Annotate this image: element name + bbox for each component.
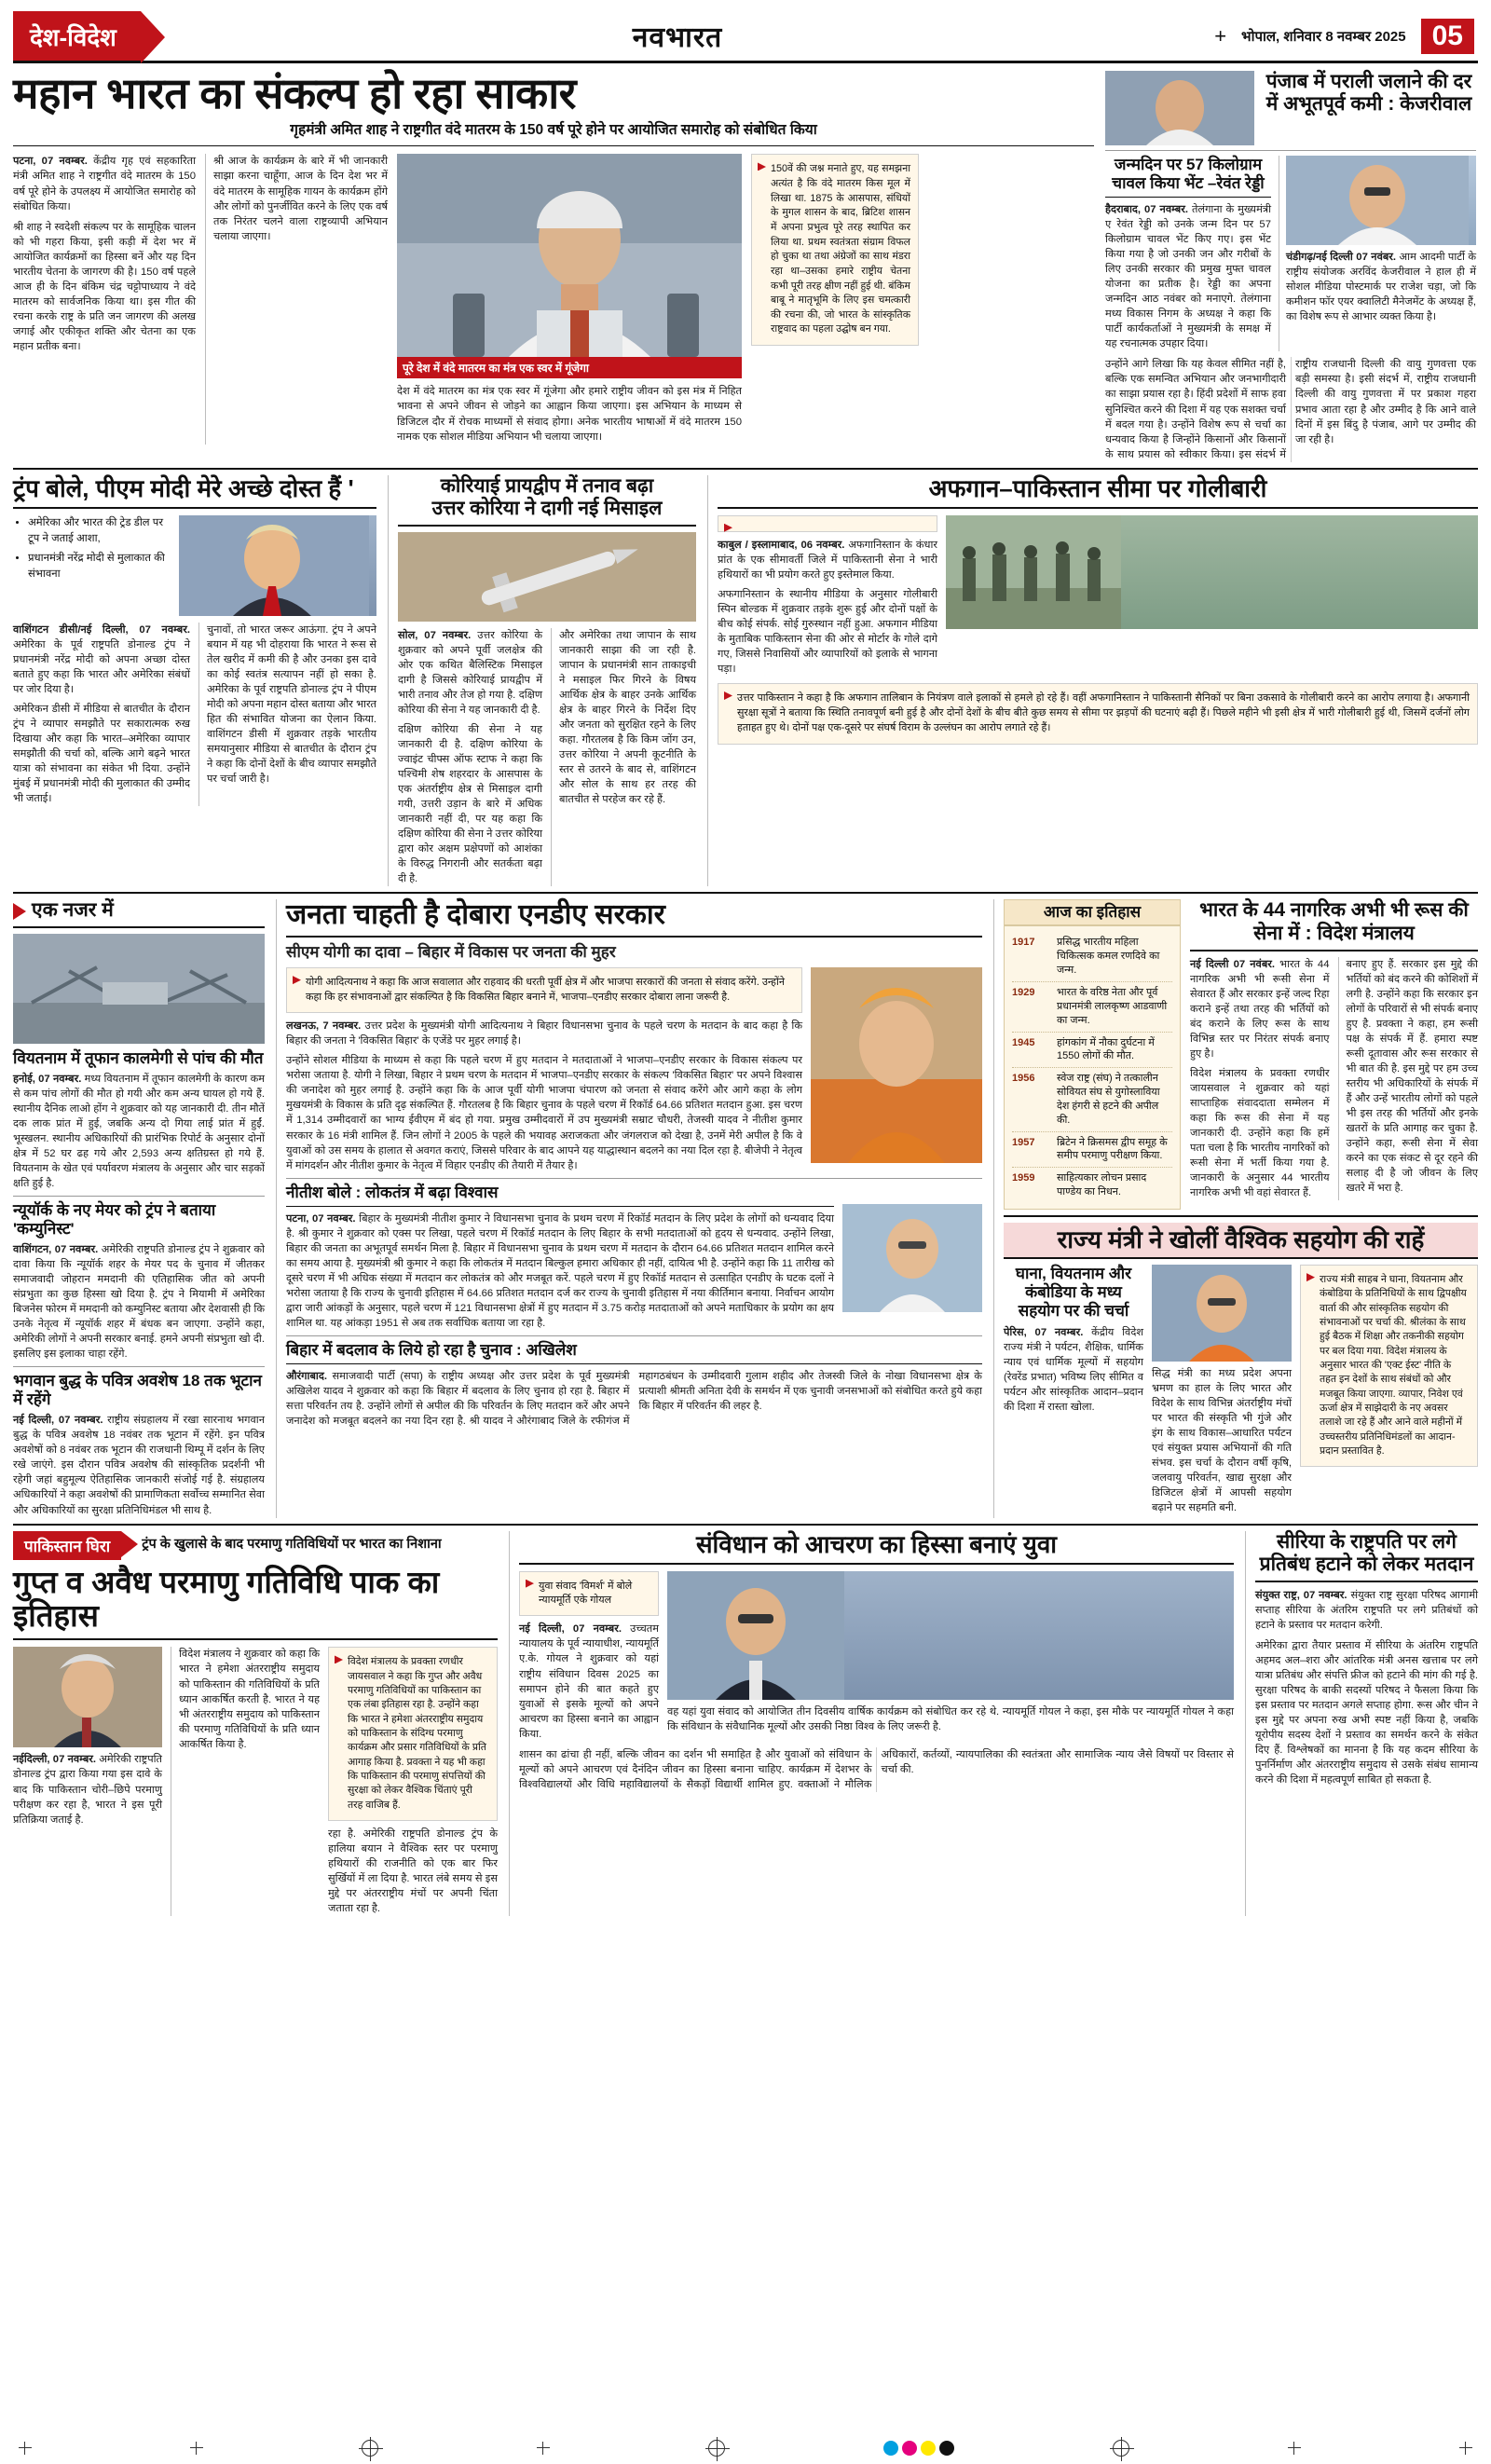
syria-body-1: संयुक्त राष्ट्र सुरक्षा परिषद आगामी सप्ताह सीरिया के अंतरिम राष्ट्रपति पर लगे प्रतिबंधों को हटाने के प्रस्ताव पर मतदान करेगी.: [1255, 1589, 1479, 1631]
row-bottom: [13, 1531, 1478, 1917]
punjab-dateline: चंडीगढ़/नई दिल्ली 07 नवंबर.: [1286, 252, 1397, 263]
punjab-body-3: उन्होंने विशेष रूप से चर्चा का धन्यवाद किया है जिन्होंने किसानों और किसानों के साथ प्रयास को स्वीकार किया। इस संदर्भ में राष्ट्रीय राजधानी दिल्ली की वायु गुणवत्ता एक बड़ी समस्या है। इसी संदर्भ में, राष्ट्रीय राजधानी दिल्ली की वायु गुणवत्ता में पर प्रकाश गहरा प्रभाव आता रहा है और उम्मीद है कि आने वाले दिनों में इस बिंदु है पंजाब, आगे पर उम्मीद की जा रही है।: [1105, 359, 1476, 460]
afghan-photo: [946, 515, 1478, 629]
swatch-cyan: [883, 2441, 898, 2456]
constitution-body-3: शासन का ढांचा ही नहीं, बल्कि जीवन का दर्शन भी समाहित है और युवाओं को संविधान के मूल्यों को अपने आचरण एवं दैनंदिन जीवन का हिस्सा बनाना चाहिए. कार्यक्रम में देशभर के विश्वविद्यालयों और विधि महाविद्यालयों के सैकड़ों विद्यार्थी शामिल हुए. वक्ताओं ने मौलिक अधिकारों, कर्तव्यों, न्यायपालिका की स्वतंत्रता और सामाजिक न्याय जैसे विषयों पर विस्तार से चर्चा की.: [519, 1748, 1234, 1790]
trump-body-3: चुनावों, तो भारत जरूर आऊंगा. ट्रंप ने अपने बयान में यह भी दोहराया कि भारत ने रूस से तेल खरीद में कमी की है और उनका इस दावे का कोई स्वतंत्र सत्यापन नहीं हो सका है. अमेरिका के पूर्व राष्ट्रपति डोनाल्ड ट्रंप ने पीएम मोदी को अपना महान दोस्त बताया और भारत हित की संभावित योजना का ऐलान किया. वाशिंगटन डीसी में शुक्रवार तड़के भारतीय समयानुसार मीडिया से बातचीत के दौरान ट्रंप ने कहा कि दोनों देशों के बीच व्यापार समझौते पर चर्चा जारी है।: [207, 623, 376, 786]
afghan-body-2: अफगानिस्तान के स्थानीय मीडिया के अनुसार गोलीबारी स्पिन बोल्डक में शुक्रवार तड़के शुरू हुई और दोनों पक्षों के बीच कोई संपर्क. सोई गुरुस्थान नहीं हुआ. अफगान मीडिया के मुताबिक पाकिस्तान सेना की ओर से मोर्टार के गोले दागे गए, जिससे निवासियों और व्यापारियों को इलाके से भागना पड़ा।: [718, 588, 937, 675]
print-registration-bar: [0, 2432, 1491, 2464]
russia-dateline: नई दिल्ली 07 नवंबर.: [1190, 958, 1276, 970]
history-row: [1012, 982, 1172, 1033]
glance-1-body: अमेरिकी राष्ट्रपति डोनाल्ड ट्रंप ने शुक्रवार को दावा किया कि न्यूयॉर्क शहर के मेयर पद के चुनाव में जीतकर समाजवादी जोहरान ममदानी की एतिहासिक जीत को अपनी संप्रभुता का कुछ हिस्सा खो दिया है. ट्रंप ने मियामी में अमेरिका बिजनेस फोरम में ममदानी को कम्युनिस्ट बताया और देशवासी ही कि उनके नेतृत्व में न्यूयॉर्क शहर में बंधक बन जाएगा. उन्होंने कहा, अमेरिकी लोगों ने अपनी सरकार बनाई. हमने अपनी संप्रभुता खो दी. इसलिए इस इलाका चाहा रहेंगे.: [13, 1243, 265, 1361]
constitution-kicker: युवा संवाद 'विमर्श' में बोले न्यायमूर्ति एके गोयल: [519, 1571, 659, 1617]
syria-headline: सीरिया के राष्ट्रपति पर लगे प्रतिबंध हटाने को लेकर मतदान: [1255, 1531, 1478, 1582]
swatch-black: [939, 2441, 954, 2456]
korea-missile-photo: [398, 532, 696, 622]
nda-quote: योगी आदित्यनाथ ने कहा कि आज सवालात और राहवाद की धरती पूर्वी क्षेत्र में और भाजपा सरकारों की जनता से संवाद करेंगे. उन्होंने कहा कि हर संभावनाओं द्वार संकल्पित है कि विकसित बिहार बनाने में, भाजपा–एनडीए सरकार दोबारा लाना जरूरी है.: [286, 967, 802, 1013]
registration-plus-icon: +: [1214, 23, 1227, 48]
play-triangle-icon: [13, 903, 26, 920]
history-year: 1957: [1012, 1136, 1035, 1148]
lead-photo-illustration: [397, 154, 742, 357]
russia-body-3: बनाए हुए हैं. सरकार इस मुद्दे की भर्तियों को बंद करने की कोशिशों में लगी है. उन्होंने कहा कि सरकार इन लोगों के परिवारों से भी संपर्क बनाए हुए है. प्रवक्ता ने कहा, हम रूसी पक्ष के संपर्क में हैं. हमारा स्पष्ट रूसी दूतावास और रूस सरकार से भी बात की है. इस मुद्दे पर हम उच्च स्तरीय भी अधिकारियों के संपर्क में हैं और उन्हें भारतीय लोगों को पहले भी इस तरह की भर्तियों और इनके खतरों के प्रति आगाह कर चुका है. उन्होंने कहा, रूसी सेना में सेवा करने का एक संकट से दूर रहने की सलाह दी है जो जीवन के लिए खतरे में भरा है.: [1346, 958, 1478, 1195]
nuclear-headline: गुप्त व अवैध परमाणु गतिविधि पाक का इतिहास: [13, 1566, 498, 1641]
minister-quote: राज्य मंत्री साहब ने घाना, वियतनाम और कंबोडिया के प्रतिनिधियों के साथ द्विपक्षीय वार्ता की और सांस्कृतिक सहयोग की संभावनाओं पर चर्चा की. श्रीलंका के साथ हुई बैठक में शिक्षा और तकनीकी सहयोग पर बल दिया गया. विदेश मंत्रालय के अनुसार भारत की 'एक्ट ईस्ट' नीति के तहत इन देशों के साथ संबंधों को और मजबूत किया जाएगा. व्यापार, निवेश एवं ऊर्जा क्षेत्र में साझेदारी के नए अवसर तलाशे जा रहे हैं और आने वाले महीनों में उच्चस्तरीय प्रतिनिधिमंडलों का आदान-प्रदान प्रस्तावित है.: [1300, 1265, 1478, 1467]
korea-body-3: और अमेरिका तथा जापान के साथ जानकारी साझा की जा रही है. जापान के प्रधानमंत्री सान ताकाइची ने मसाइल फिर गिरने के विषय आर्थिक क्षेत्र के बाहर उनके आर्थिक क्षेत्र के बाहर गिरने के निर्देश दिए और जनता को सुरक्षित रहने के लिए कहा. गौरतलब है कि किम जोंग उन, उत्तर कोरिया ने अपनी कूटनीति के स्तर से उतरने के बाद से, वाशिंगटन और सोल के साथ हर तरह की बातचीत से परहेज कर रहे हैं.: [559, 629, 696, 806]
story-constitution: [509, 1531, 1234, 1917]
column-right-middle: [993, 899, 1478, 1517]
trump-bullet-0: • अमेरिका और भारत की ट्रेड डील पर टूप ने जताई आशा,: [28, 515, 171, 548]
nuclear-body-3: रहा है. अमेरिकी राष्ट्रपति डोनाल्ड ट्रंप के हालिया बयान ने वैश्विक स्तर पर परमाणु हथियारों की राजनीति को एक बार फिर सुर्खियों में ला दिया है. भारत लंबे समय से इस मुद्दे पर अंतरराष्ट्रीय मंचों पर अपनी चिंता जताता रहा है.: [328, 1828, 498, 1915]
column-nda: [276, 899, 982, 1517]
afghan-quote: उत्तर पाकिस्तान ने कहा है कि अफगान तालिबान के नियंत्रण वाले इलाकों से हमले हो रहे हैं। वहीं अफगानिस्तान ने पाकिस्तानी सैनिकों पर बिना उकसावे के गोलीबारी करने का आरोप लगाया है। अफगानी सुरक्षा सूत्रों ने बताया कि स्थिति तनावपूर्ण बनी हुई है और दोनों देशों के बीच बीते कुछ समय से सीमा पर झड़पों की घटनाएं बढ़ी हैं। पिछले महीने भी इसी क्षेत्र में भारी गोलीबारी हुई थी, जिसमें दर्जनों लोग हताहत हुए थे। दोनों पक्ष एक-दूसरे पर संघर्ष विराम के उल्लंघन का आरोप लगाते रहे हैं।: [718, 683, 1478, 745]
lead-body-1: केंद्रीय गृह एवं सहकारिता मंत्री अमित शाह ने राष्ट्रगीत वंदे मातरम के 150 वर्ष पूरे होने के उपलक्ष्य में आयोजित समारोह को संबोधित किया।: [13, 156, 197, 212]
history-year: 1956: [1012, 1073, 1035, 1085]
masthead-right: [1214, 11, 1478, 61]
history-text: प्रसिद्ध भारतीय महिला चिकित्सक कमल रणदिवे का जन्म.: [1057, 937, 1160, 977]
constitution-dateline: नई दिल्ली, 07 नवम्बर.: [519, 1623, 622, 1636]
korea-body-1: उत्तर कोरिया के शुक्रवार को अपने पूर्वी जलक्षेत्र की ओर एक कथित बैलिस्टिक मिसाइल दागी है जिससे कोरियाई प्रायद्वीप में भारी तनाव और तेज हो गया है. दक्षिण कोरिया की सेना ने यह जानकारी दी है.: [398, 629, 543, 717]
glance-0-dateline: हनोई, 07 नवम्बर.: [13, 1073, 82, 1085]
history-title: आज का इतिहास: [1004, 899, 1181, 925]
crop-mark-icon: [1288, 2442, 1301, 2455]
glance-2-headline: भगवान बुद्ध के पवित्र अवशेष 18 तक भूटान में रहेंगे: [13, 1372, 262, 1409]
typhoon-photo: [13, 934, 265, 1044]
minister-body-2: सिद्ध मंत्री का मध्य प्रदेश अपना भ्रमण का हाल के लिए भारत और विदेश के साथ विभिन्न अंतर्राष्ट्रीय मंचों पर भारत की संस्कृति भी गुंजे और इंग के साथ विकास–आधारित पर्यटन एवं संयुक्त प्रयास अभियानों की गति संभव. इस चर्चा के दौरान वर्षी कृषि, जलवायु परिवर्तन, खाद्य सुरक्षा और डिजिटल क्षेत्रों में आपसी सहयोग बढ़ाने पर सहमति बनी.: [1152, 1368, 1292, 1514]
korea-headline-2: उत्तर कोरिया ने दागी नई मिसाइल: [398, 498, 696, 527]
history-year: 1917: [1012, 937, 1035, 949]
crop-mark-left-icon: [19, 2442, 32, 2455]
row-world: [13, 475, 1478, 887]
russia-body-1: भारत के 44 नागरिक अभी भी रूसी सेना में सेवारत हैं और सरकार इन्हें जल्द रिहा कराने इन्हें तथा तरह की भर्तियों को बंद कराने के लिए रूस के साथ विभिन्न स्तर पर निरंतर संपर्क बनाए हुए है।: [1190, 958, 1330, 1060]
history-text: ब्रिटेन ने क्रिसमस द्वीप समूह के समीप परमाणु परीक्षण किया.: [1057, 1136, 1168, 1162]
nuclear-quote: विदेश मंत्रालय के प्रवक्ता रणधीर जायसवाल ने कहा कि गुप्त और अवैध परमाणु गतिविधियों का पाकिस्तान का एक लंबा इतिहास रहा है. उन्होंने कहा कि भारत ने हमेशा अंतरराष्ट्रीय समुदाय को पाकिस्तान के संदिग्ध परमाणु कार्यक्रम और प्रसार गतिविधियों के प्रति आगाह किया है. प्रवक्ता ने यह भी कहा कि पाकिस्तान की परमाणु संपत्तियों की सुरक्षा को लेकर वैश्विक चिंताएं पूरी तरह वाजिब हैं.: [328, 1647, 498, 1821]
history-text: स्वेज राष्ट्र (संघ) ने तत्कालीन सोवियत संघ से युगोस्लाविया देश हंगरी से हटने की अपील की.: [1057, 1073, 1160, 1126]
lead-headline: महान भारत का संकल्प हो रहा साकार: [13, 69, 576, 117]
swatch-magenta: [902, 2441, 917, 2456]
syria-dateline: संयुक्त राष्ट्र, 07 नवम्बर.: [1255, 1589, 1347, 1601]
punjab-body-1: आम आदमी पार्टी के राष्ट्रीय संयोजक अरविंद केजरीवाल ने हाल ही में सोशल मीडिया पोस्टमार्क पर राजेश चड़ा, जो कि कमीशन फॉर एयर क्वालिटी मैनेजमेंट के अध्यक्ष हैं, का विशेष रूप से आभार व्यक्त किया है।: [1286, 252, 1477, 323]
history-year: 1929: [1012, 987, 1035, 999]
story-nuclear: [13, 1531, 498, 1917]
trump-bullet-list: [13, 515, 171, 583]
nitish-dateline: पटना, 07 नवम्बर.: [286, 1212, 356, 1225]
lead-body-3: श्री आज के कार्यक्रम के बारे में भी जानकारी साझा करना चाहूँगा, आज के दिन देश भर में वंदे मातरम के सामूहिक गायन के कार्यक्रम होंगे और लोगों को पुनर्जीवित करने के लिए एक वर्ष तक निरंतर चलने वाला राष्ट्रव्यापी अभियान चलाया जाएगा।: [213, 156, 388, 242]
punjab-headline: पंजाब में पराली जलाने की दर में अभूतपूर्व कमी : केजरीवाल: [1265, 71, 1472, 116]
constitution-body-1: उच्चतम न्यायालय के पूर्व न्यायाधीश, न्यायमूर्ति ए.के. गोयल ने शुक्रवार को यहां राष्ट्रीय संविधान दिवस 2025 का समापन होने की बात कहते हुए युवाओं से इसके मूल्यों को अपने आचरण का हिस्सा बनाने का आह्वान किया.: [519, 1623, 659, 1740]
trump-body-2: अमेरिकन डीसी में मीडिया से बातचीत के दौरान ट्रंप ने व्यापार समझौते पर सकारात्मक रुख दिखाया और कहा कि भारत–अमेरिका व्यापार समझौती की चर्चा को, बल्कि आगे बढ़ने भारत यात्रा को संभावना का संकेत भी दिया. उन्होंने मुंबई में प्रधानमंत्री मोदी की मुलाकात की उम्मीद भी जताई।: [13, 703, 190, 805]
minister-headline: राज्य मंत्री ने खोलीं वैश्विक सहयोग की राहें: [1004, 1223, 1478, 1259]
nuclear-body-2: विदेश मंत्रालय ने शुक्रवार को कहा कि भारत ने हमेशा अंतरराष्ट्रीय समुदाय को पाकिस्तान की गतिविधियों के प्रति ध्यान आकर्षित करती है. भारत ने यह भी अंतरराष्ट्रीय समुदाय को पाकिस्तान की परमाणु गतिविधियों के प्रति ध्यान आकर्षित किया है.: [179, 1649, 320, 1750]
story-trump: [13, 475, 376, 887]
column-ek-nazar: [13, 899, 265, 1517]
right-rail: [1105, 71, 1476, 462]
telangana-body: तेलंगाना के मुख्यमंत्री ए रेवंत रेड्डी को उनके जन्म दिन पर 57 किलोग्राम चावल भेंट किए गए। इस भेंट किया गया है जो उनकी जन और गरीबों के लिए उनकी सरकार की प्रमुख मुफ्त चावल योजना का प्रतीक है। रेड्डी का अपना जन्मदिन आठ नवंबर को मनाएगे. तेलंगाना मध्य विकास निगम के अध्यक्ष ने कहा कि पार्टी कार्यकर्ताओं ने मुख्यमंत्री के समक्ष में यह रचनात्मक उपहार दिया।: [1105, 204, 1271, 350]
kejriwal-photo: [1286, 156, 1476, 245]
ek-nazar-title: एक नजर में: [32, 899, 114, 922]
lead-story: [13, 71, 1094, 462]
nda-dateline: लखनऊ, 7 नवम्बर.: [286, 1020, 362, 1033]
minister-photo: [1152, 1265, 1292, 1362]
glance-0-body: मध्य वियतनाम में तूफान कालमेगी के कारण कम से कम पांच लोगों की मौत हो गयी और कम अन्य घायल हो गये हैं. स्थानीय दैनिक लाओ होंग ने शुक्रवार को यह जानकारी दी. तीन मौतें दक लाक प्रांत में हुई, जबकि अन्य दो गिया लाई प्रांत में हुईं. भूस्खलन. स्थानीय अधिकारियों की प्रारंभिक रिपोर्ट के अनुसार दोनों क्षेत्र में 52 घर ढह गये और 2,593 अन्य क्षतिग्रस्त हो गये हैं. वियतनाम के खेत एवं पर्यावरण मंत्रालय के अनुसार और चार सड़कों क्षति हुई है.: [13, 1073, 266, 1189]
crop-mark-icon: [537, 2442, 550, 2455]
akhilesh-body: समाजवादी पार्टी (सपा) के राष्ट्रीय अध्यक्ष और उत्तर प्रदेश के पूर्व मुख्यमंत्री अखिलेश यादव ने शुक्रवार को कहा कि बिहार में बदलाव के लिए चुनाव हो रहा है. बिहार में सत्ता परिवर्तन तय है. उन्होंने लोगों से अपील की कि परिवर्तन के लिए मतदान करें और अपने जनादेश को मजबूत बदलने का नया दिन रहा है. श्री यादव ने औरंगाबाद जिले के रफीगंज में महागठबंधन के उम्मीदवारी गुलाम शहीद और तेजस्वी जिले के नोखा विधानसभा क्षेत्र के प्रत्याशी श्रीमती अनिता देवी के समर्थन में एक चुनावी जनसभाओं को संबोधित करते हुये कहा कि बिहार में परिवर्तन की लहर है.: [286, 1370, 982, 1428]
row-lead: [13, 71, 1478, 462]
section-flag: देश-विदेश: [13, 11, 141, 61]
trump-headline: ट्रंप बोले, पीएम मोदी मेरे अच्छे दोस्त हैं ': [13, 475, 376, 509]
paper-logo: नवभारत: [632, 22, 723, 53]
lead-subhead: गृहमंत्री अमित शाह ने राष्ट्रगीत वंदे मातरम के 150 वर्ष पूरे होने पर आयोजित समारोह को संबोधित किया: [13, 121, 1094, 146]
russia-headline: भारत के 44 नागरिक अभी भी रूस की सेना में : विदेश मंत्रालय: [1190, 899, 1478, 951]
lead-photo: [397, 154, 742, 357]
constitution-headline: संविधान को आचरण का हिस्सा बनाएं युवा: [519, 1531, 1234, 1565]
korea-headline-1: कोरियाई प्रायद्वीप में तनाव बढ़ा: [440, 474, 654, 497]
trump-photo: [179, 515, 376, 616]
nda-body-2: उन्होंने सोशल मीडिया के माध्यम से कहा कि पहले चरण में हुए मतदान ने मतदाताओं ने भाजपा–एनडीए सरकार के विकास संकल्प पर भरोसा जताया है. योगी ने लिखा, बिहार ने प्रथम चरण के मतदान में भाजपा–एनडीए सरकार के संकल्प 'विकसित बिहार' पर अपने विश्वास की जनादेश को मुहर लगाई है. उन्होंने कहा कि के आज पूर्वी योगी भाजपा चंपारण को जनता से संवाद करेंगे और आगे कहा के लोग मुखयमंत्री के विकास के प्रति दृढ़ संकल्पित हैं. गौरतलब है कि बिहार चुनाव के पहले चरण में रिकॉर्ड 64.66 प्रतिशत मतदान हुआ. इस चरण में 1,314 उम्मीदवारों का भाग्य ईवीएम में बंद हो गया. प्रमुख उम्मीदवारों में उप मुख्यमंत्री सम्राट चौधरी, तेजस्वी यादव ने नीतीश कुमार सरकार के 16 मंत्री शामिल हैं. जिन लोगों ने 2005 के पहले की भयावह अराजकता और जंगलराज को देखा है, उनमें मेरी अपील है कि वे युवाओं को उस समय के हालात से अवगत कराएं, जिससे परिवार के बाद आपने यह याद्धास्थान बदलने का नया दिल रहा है. बीजेपी ने नेतृत्व में मांगदर्शन और नीतीश कुमार के नेतृत्व में विहार एनडीए की तैयारी में तैयार है।: [286, 1055, 802, 1171]
crop-mark-right-icon: [1459, 2442, 1472, 2455]
history-year: 1959: [1012, 1172, 1035, 1184]
justice-photo: [667, 1571, 1234, 1700]
telangana-headline: जन्मदिन पर 57 किलोग्राम चावल किया भेंट –रेवंत रेड्डी: [1105, 156, 1271, 198]
trump-body-1: अमेरिका के पूर्व राष्ट्रपति डोनाल्ड ट्रंप ने प्रधानमंत्री नरेंद्र मोदी को अपना अच्छा दोस्त बताते हुए कहा कि भारत और अमेरिका संबंधों पर जोर दिया है।: [13, 638, 190, 695]
history-row: [1012, 1168, 1172, 1203]
history-row: [1012, 1132, 1172, 1169]
russia-body-2: विदेश मंत्रालय के प्रवक्ता रणधीर जायसवाल ने शुक्रवार को यहां साप्ताहिक संवाददाता सम्मेलन में कहा कि रूस की सेना में यह जानकारी दी. उन्होंने कहा कि हमें पता चला है कि भारतीय नागरिकों को रूसी सेना में भर्ती किया गया है. जानकारी के अनुसार 44 भारतीय नागरिक अभी भी वहां सेवारत हैं.: [1190, 1067, 1330, 1199]
afghan-body-1: अफगानिस्तान के कंधार प्रांत के एक सीमावर्ती जिले में पाकिस्तानी सेना ने भारी हथियारों का भी प्रयोग करते हुए इस्तेमाल किया.: [718, 539, 938, 581]
nuclear-body-1: अमेरिकी राष्ट्रपति डोनाल्ड ट्रंप द्वारा किया गया इस दावे के बाद कि पाकिस्तान चोरी–छिपे परमाणु परीक्षण कर रहा है, भारत ने इस पूरी प्रतिक्रिया जताई है.: [13, 1754, 162, 1826]
constitution-body-2: वह यहां युवा संवाद को आयोजित तीन दिवसीय वार्षिक कार्यक्रम को संबोधित कर रहे थे. न्यायमूर्ति गोयल ने कहा, इस मौके पर न्यायमूर्ति गोयल ने कहा कि संविधान के संवैधानिक मूल्यों और उसकी निष्ठा विश्व के लिए जरूरी है.: [667, 1705, 1234, 1732]
nda-headline: जनता चाहती है दोबारा एनडीए सरकार: [286, 899, 982, 938]
edition-date: भोपाल, शनिवार 8 नवम्बर 2025: [1241, 28, 1406, 45]
korea-dateline: सोल, 07 नवम्बर.: [398, 629, 472, 641]
glance-2-body: राष्ट्रीय संग्रहालय में रखा सारनाथ भगवान बुद्ध के पवित्र अवशेष 18 नवंबर तक भूटान में रहेंगे. इन पवित्र अवशेषों को 8 नवंबर तक भूटान की राजधानी थिम्पू में दर्शन के लिए रखे जाएंगे. इस दौरान पवित्र अवशेष की सांस्कृतिक प्रदर्शनी भी रहेगी जहां बहुमूल्य ऐतिहासिक जानकारी संजोई गई है. संग्रहालय अधिकारियों ने कहा अवशेषों की प्रामाणिकता सर्वोच्च सम्मानित सेवा और अधिकारियों का सुरक्षा प्रतिनिधिमंडल भी साथ है.: [13, 1415, 265, 1516]
trump-bullet-1: • प्रधानमंत्री नरेंद्र मोदी से मुलाकात की संभावना: [28, 551, 171, 583]
telangana-dateline: हैदराबाद, 07 नवम्बर.: [1105, 204, 1188, 216]
page-number: 05: [1421, 19, 1474, 54]
glance-1-dateline: वाशिंगटन, 07 नवम्बर.: [13, 1243, 99, 1255]
history-text: साहित्यकार लोचन प्रसाद पाण्डेय का निधन.: [1057, 1172, 1147, 1198]
glance-2-dateline: नई दिल्ली, 07 नवम्बर.: [13, 1415, 103, 1427]
syria-body-2: अमेरिका द्वारा तैयार प्रस्ताव में सीरिया के अंतरिम राष्ट्रपति अहमद अल–शरा और आंतरिक मंत्री अनस खत्ताब पर लगे यात्रा प्रतिबंध और संपत्ति फ्रीज को हटाने की मांग की गई है. सुरक्षा परिषद के बाकी सदस्यों परिषद ने फैसला किया कि इस प्रस्ताव पर मतदान अगले सप्ताह होगा. रूस और चीन ने इस मुद्दे पर अपना रुख अभी स्पष्ट नहीं किया है, जबकि यूरोपीय सदस्य देशों ने प्रस्ताव का समर्थन करने के संकेत दिए हैं. विश्लेषकों का मानना है कि यह कदम सीरिया के पुनर्निर्माण और अंतरराष्ट्रीय समुदाय से उसके संबंध सामान्य करने की दिशा में महत्वपूर्ण साबित हो सकता है.: [1255, 1639, 1478, 1786]
nuclear-photo: [13, 1647, 162, 1747]
trump-dateline: वाशिंगटन डीसी/नई दिल्ली, 07 नवम्बर.: [13, 623, 190, 636]
nuclear-flag: पाकिस्तान घिरा: [13, 1531, 121, 1560]
color-swatches: [883, 2441, 954, 2456]
crop-mark-icon: [190, 2442, 203, 2455]
story-afghan: [707, 475, 1478, 887]
lead-photo-caption: पूरे देश में वंदे मातरम का मंत्र एक स्वर में गूंजेगा: [397, 357, 742, 378]
revanth-photo: [1105, 71, 1254, 145]
registration-target-left-icon: [362, 2440, 378, 2457]
row-middle: [13, 899, 1478, 1517]
korea-body-2: दक्षिण कोरिया की सेना ने यह जानकारी दी है. दक्षिण कोरिया के ज्वाइंट चीफ्स ऑफ स्टाफ ने कहा कि पश्चिमी शेष शहरदार के आसपास के एक अंतर्राष्ट्रीय क्षेत्र से मिसाइल दागी गयी, उत्तरी उड़ान के बारे में अधिक जानकारी नहीं दी, पर यह कहा कि दक्षिण कोरिया की सेना ने उत्तर कोरिया द्वारा कोर अक्षम प्रक्षेपणों को आशंका के विरुद्ध निगरानी और सतर्कता बढ़ा दी है.: [398, 724, 542, 885]
story-minister: [1004, 1223, 1478, 1515]
nitish-body: बिहार के मुख्यमंत्री नीतीश कुमार ने विधानसभा चुनाव के प्रथम चरण में रिकॉर्ड मतदान के लिए प्रदेश के लोगों को धन्यवाद दिया है. श्री कुमार ने शुक्रवार को एक्स पर लिखा, पहले चरण में रिकॉर्ड मतदान के लिए बिहार के सभी मतदाताओं को हृदय से धन्यवाद. उन्होंने लिखा, बिहार की जनता का अभूतपूर्व समर्थन मिला है. बिहार में विधानसभा चुनाव के प्रथम चरण में मतदान के दौरान 64.66 प्रतिशत मतदान शामिल करने का समय आया है. मुख्यमंत्री श्री कुमार ने कहा कि लोकतंत्र में मतदान बिल्कुल हमारा अधिकार ही नहीं, दायित्व भी है. उन्होंने कहा कि 11 तारीख को दूसरे चरण में भी अधिक संख्या में मतदान कर लोकतंत्र को और मजबूत करें. पहले चरण में हुए रिकॉर्ड मतदान से उत्साहित एनडीए के घटक दलों ने भरोसा जताया है कि राज्य के चुनावी इतिहास में 64.66 प्रतिशत मतदान दर्ज कर राज्य के चुनावी इतिहास में नया कीर्तिमान बनाया. निर्वाचन आयोग द्वारा जारी आंकड़ों के अनुसार, पहले चरण में 121 विधानसभा क्षेत्रों में हुए मतदान में 3.75 करोड़ मतदाताओं को अपने मताधिकार के प्रयोग का क्षय शामिल था. यह आंकड़ा 1951 से अब तक सर्वाधिक बताया जा रहा है.: [286, 1212, 834, 1329]
punjab-body-2: उन्होंने आगे लिखा कि यह केवल सीमित नहीं है, बल्कि एक समन्वित अभियान और जनभागीदारी का साझा प्रयास रहा है। हिंदी प्रदेशों में साफ हवा सुनिश्चित करने की दिशा में यह एक सशक्त चर्चा में बदल गया है।: [1105, 359, 1286, 431]
masthead-center: [141, 11, 1214, 61]
masthead: [13, 11, 1478, 63]
akhilesh-dateline: औरंगाबाद.: [286, 1370, 327, 1382]
minister-kicker: घाना, वियतनाम और कंबोडिया के मध्य सहयोग पर की चर्चा: [1015, 1265, 1132, 1321]
nda-kicker: सीएम योगी का दावा – बिहार में विकास पर जनता की मुहर: [286, 943, 616, 962]
afghan-dateline: काबुल / इस्लामाबाद, 06 नवम्बर.: [718, 539, 845, 551]
nitish-photo: [842, 1204, 982, 1312]
lead-dateline: पटना, 07 नवम्बर.: [13, 156, 88, 168]
glance-1-headline: न्यूयॉर्क के नए मेयर को ट्रंप ने बताया 'कम्युनिस्ट': [13, 1200, 216, 1238]
minister-dateline: पेरिस, 07 नवम्बर.: [1004, 1327, 1084, 1339]
registration-target-center-icon: [708, 2440, 725, 2457]
lead-photo-caption-body: देश में वंदे मातरम का मंत्र एक स्वर में गूंजेगा और हमारे राष्ट्रीय जीवन को इस मंत्र में निहित भावना से अपने जीवन से जोड़ने का आह्वान किया जाएगा। इस अभियान के माध्यम से डिजिटल दौर में रोचक माध्यमों से संवाद होगा। अनेक भारतीय भाषाओं में वंदे मातरम 150 नामक एक सोशल मीडिया अभियान भी चलाया जाएगा।: [397, 386, 742, 443]
nuclear-dateline: नईदिल्ली, 07 नवम्बर.: [13, 1754, 97, 1766]
nitish-headline: नीतीश बोले : लोकतंत्र में बढ़ा विश्वास: [286, 1184, 834, 1207]
history-timeline: [1004, 925, 1181, 1210]
afghan-bullet: [718, 515, 937, 532]
minister-body-1: केंद्रीय विदेश राज्य मंत्री ने पर्यटन, शैक्षिक, धार्मिक न्याय एवं धार्मिक मूल्यों में सहयोग (रेवरेंड प्रभात) भविष्य लिए सीमित व पर्यटन और सांस्कृतिक आदान–प्रदान की दिशा में रास्ता खोला.: [1004, 1327, 1143, 1414]
lead-body-2: श्री शाह ने स्वदेशी संकल्प पर के सामूहिक चालन को भी गहरा किया, इसी कड़ी में देश भर में आयोजित कार्यक्रमों का हिस्सा बनें और यह दिन भारतीय चेतना के जागरण की है। 150 वर्ष पहले आज ही के दिन बंकिम चंद्र चट्टोपाध्याय ने वंदे मातरम को सार्वजनिक किया था। इस गीत की रचना करके राष्ट्र के प्रति जन जागरण की अलख जगाई और एकीकृत शक्ति और चेतना का एक महान प्रतीक बना।: [13, 221, 196, 352]
history-text: हांगकांग में नौका दुर्घटना में 1550 लोगों की मौत.: [1057, 1036, 1155, 1062]
swatch-yellow: [921, 2441, 936, 2456]
afghan-headline: अफगान–पाकिस्तान सीमा पर गोलीबारी: [718, 475, 1478, 509]
nda-body-1: उत्तर प्रदेश के मुख्यमंत्री योगी आदित्यनाथ ने बिहार विधानसभा चुनाव के पहले चरण के मतदान के बाद कहा है कि बिहार की जनता ने 'विकसित बिहार' के एजेंडे पर मुहर लगाई है।: [286, 1020, 803, 1047]
nuclear-kicker: ट्रंप के खुलासे के बाद परमाणु गतिविधियों पर भारत का निशाना: [142, 1537, 442, 1553]
history-row: [1012, 1033, 1172, 1069]
history-year: 1945: [1012, 1036, 1035, 1048]
history-row: [1012, 1068, 1172, 1131]
akhilesh-headline: बिहार में बदलाव के लिये हो रहा है चुनाव : अखिलेश: [286, 1341, 982, 1364]
history-row: [1012, 932, 1172, 982]
history-text: भारत के वरिष्ठ नेता और पूर्व प्रधानमंत्री लालकृष्ण आडवाणी का जन्म.: [1057, 987, 1168, 1026]
story-korea: [388, 475, 696, 887]
glance-0-headline: वियतनाम में तूफान कालमेगी से पांच की मौत: [13, 1048, 264, 1067]
lead-highlight-box: 150वें की जश्न मनाते हुए, यह समझना अत्यंत है कि वंदे मातरम किस मूल में लिखा था. 1875 के आसपास, संधियों के मुगल शासन के बाद, ब्रिटिश शासन में अपना प्रभुत्व पूरे तरह स्थापित कर लिया था. प्रथम स्वतंत्रता संग्राम विफल हो चुका था तथा अंग्रेजों का साथ मंडरा रहा था–उसका हमारे राष्ट्रीय चेतना कभी पूरी तरह क्षीण नहीं हुई थी. बंकिम बाबू ने मातृभूमि के लिए इस चमत्कारी की रचना की, जो भारत के सांस्कृतिक राष्ट्रवाद का पहला उद्घोष बन गया.: [751, 154, 919, 346]
story-syria: [1245, 1531, 1478, 1917]
yogi-photo: [811, 967, 982, 1163]
registration-target-right-icon: [1113, 2440, 1129, 2457]
